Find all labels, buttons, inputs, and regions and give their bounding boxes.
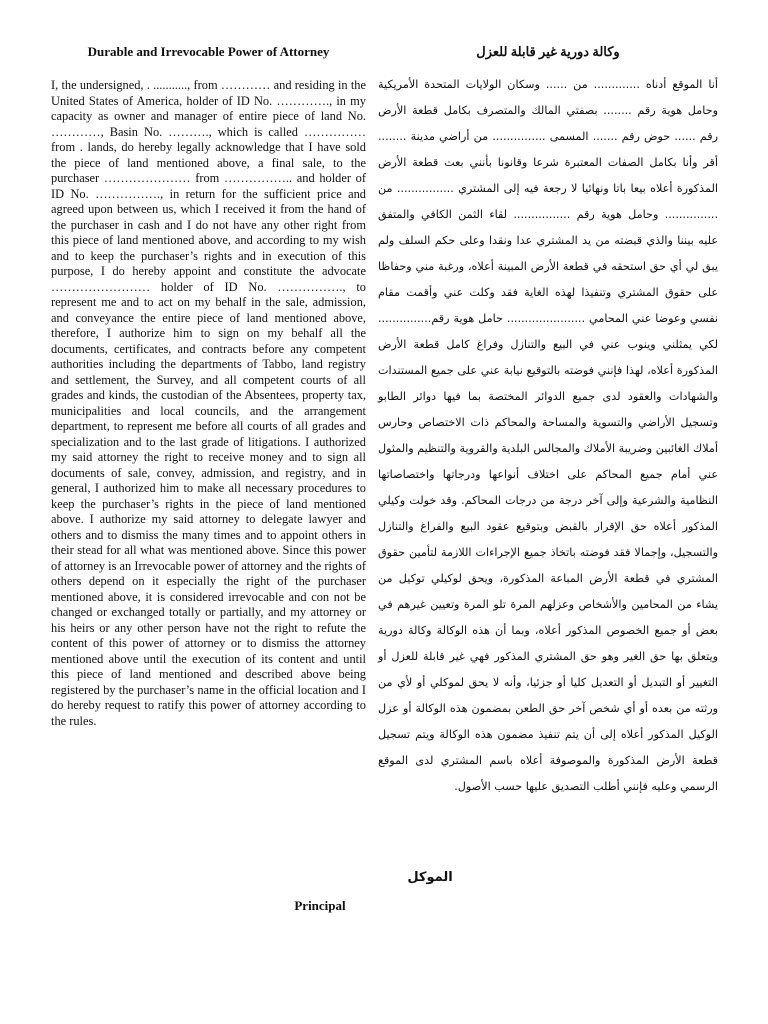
principal-label-english: Principal	[294, 898, 346, 913]
arabic-body-paragraph: أنا الموقع أدناه ............. من ...... وسكان الولايات المتحدة الأمريكية وحامل هوية رقم ........ بصفتي المالك والمتصرف بكامل قطعة الأرض رقم ...... حوض رقم ....... المسمى ............... من أراضي مدينة ........ أقر وأنا بكامل الصفات المعتبرة شرعا وقانونا بأنني بعت قطعة الأرض المذكورة أعلاه بيعا باتا ونهائيا لا رجعة فيه إلى المشتري ................ من ............... وحامل هوية رقم ................ لقاء الثمن الكافي والمتفق عليه بيننا والذي قبضته من يد المشتري عدا ونقدا وعلى حكم السلف ولم يبق لي أي حق استحقه في قطعة الأرض المبينة أعلاه، ورغبة مني وحفاظا على حقوق المشتري وتنفيذا لهذه الغاية فقد وكلت عني وأقمت مقام نفسي وعوضا عني المحامي ...................... حامل هوية رقم............... لكي يمثلني وينوب عني في البيع والتنازل وفراغ كامل قطعة الأرض المذكورة أعلاه، لهذا فإنني فوضته بالتوقيع نيابة عني على جميع المستندات والشهادات والعقود لدى جميع الدوائر المختصة بما فيها دوائر الطابو وتسجيل الأراضي والتسوية والمساحة والمحاكم ذات الاختصاص وحارس أملاك الغائبين وضريبة الأملاك والمجالس البلدية والقروية والتنظيم والمثول عني أمام جميع المحاكم على اختلاف أنواعها ودرجاتها واختصاصاتها النظامية والشرعية وإلى آخر درجة من درجات المحاكم. وقد خولت وكيلي المذكور أعلاه حق الإقرار بالقبض وبتوقيع عقود البيع والفراغ والتنازل والتسجيل، وإجمالا فقد فوضته باتخاذ جميع الإجراءات اللازمة لتأمين حقوق المشتري في قطعة الأرض المباعة المذكورة، ويحق لوكيلي توكيل من يشاء من المحامين والأشخاص وعزلهم المرة تلو المرة وتعيين غيرهم في بعض أو جميع الخصوص المذكور أعلاه، وبما أن هذه الوكالة وكالة دورية ويتعلق بها حق الغير وهو حق المشتري المذكور فهي غير قابلة للعزل أو التغيير أو التبديل أو التعديل كليا أو جزئيا، وأنه لا يحق لموكلي أو لأي من ورثته من بعده أو أي شخص آخر حق الطعن بمضمون هذه الوكالة أو عزل الوكيل المذكور أعلاه إلى أن يتم تنفيذ مضمون هذه الوكالة ويتم تسجيل قطعة الأرض المذكورة والموصوفة أعلاه باسم المشتري لدى الموقع الرسمي وعليه فإنني أطلب التصديق عليها حسب الأصول.	[378, 78, 718, 793]
principal-label-arabic: الموكل	[407, 870, 453, 885]
english-body-paragraph: I, the undersigned, . ..........., from ………… and residing in the United States of America, holder of ID No. …………., in my capacity as owner and manager of entire piece of land No. …………, Basin No. ………., which is called …………… from . lands, do hereby legally acknowledge that I have sold the piece of land mentioned above, a final sale, to the purchaser ………………… from …………….. and holder of ID No. ……………., in return for the sufficient price and agreed upon between us, which I received it from the hand of the purchaser in cash and I do not have any other right from this piece of land mentioned above, and according to my wish and to keep the purchaser’s rights and in execution of this purpose, I do hereby appoint and constitute the advocate …………………… holder of ID No. ……………., to represent me and to act on my behalf in the sale, admission, and conveyance the entire piece of land mentioned above, therefore, I authorize him to sign on my behalf all the documents, certificates, and contracts before any competent authorities including the departments of Tabbo, land registry and settlement, the Survey, and all competent courts of all grades and kinds, the custodian of the Absentees, property tax, municipalities and local councils, and the arrangement department, to represent me before all courts of all grades and specialization and to the last grade of litigations. I authorized my said attorney the right to receive money and to sign all documents of sale, convey, admission, and registry, and in general, I authorized him to make all necessary procedures to keep the purchaser’s rights in the piece of land mentioned above. I authorize my said attorney to delegate lawyer and others and to dismiss the many times and to appoint others in their stead for all what was mentioned above. Since this power of attorney is an Irrevocable power of attorney and the rights of others depend on it especially the right of the purchaser mentioned above, it is considered irrevocable and con not be changed or exchanged totally or partially, and my attorney or his heirs or any other person have not the right to refute the content of this power of attorney or to dismiss the attorney mentioned above until the execution of its content and until this piece of land mentioned and described above being registered by the purchaser’s name in the official location and I do hereby request to ratify this power of attorney according to the rules.	[51, 78, 366, 728]
arabic-title: وكالة دورية غير قابلة للعزل	[476, 44, 620, 59]
english-column	[51, 44, 366, 729]
arabic-column	[378, 44, 718, 800]
english-title: Durable and Irrevocable Power of Attorney	[87, 44, 330, 59]
